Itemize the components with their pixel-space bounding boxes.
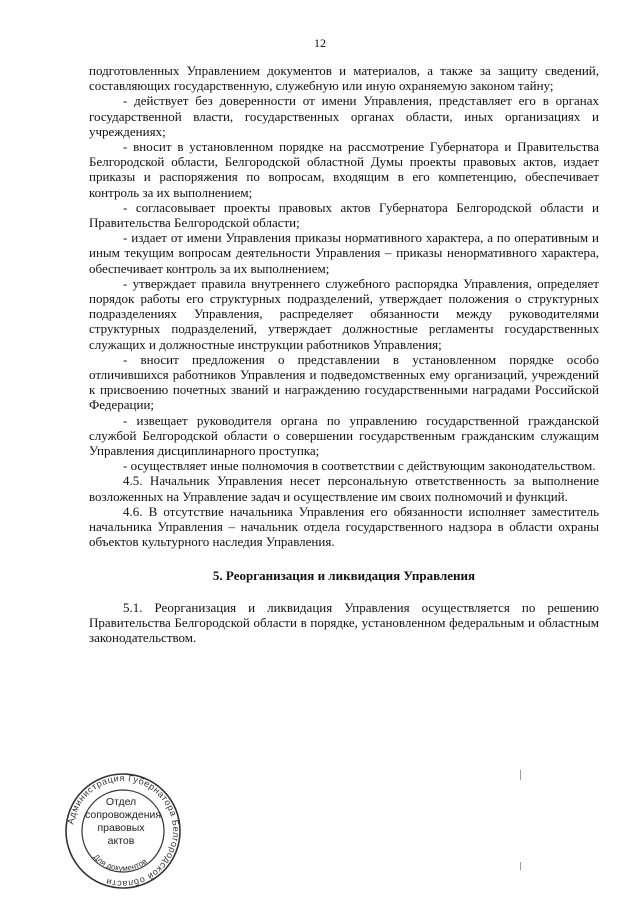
list-item: - согласовывает проекты правовых актов Губернатора Белгородской области и Правительства Белгородской области; — [89, 199, 599, 231]
list-item: - вносит в установленном порядке на рассмотрение Губернатора и Правительства Белгородской области, Белгородской областной Думы проекты правовых актов, издает приказы и распоряжения по вопросам, входящим в его компетенцию, обеспечивает контроль за их выполнением; — [89, 139, 599, 200]
scan-mark — [520, 770, 521, 780]
list-item: - вносит предложения о представлении в установленном порядке особо отличившихся работников Управления и подведомственных ему организаций, учреждений к присвоению почетных званий и награждению государственными наградами Российской Федерации; — [89, 351, 599, 413]
stamp-line: правовых — [97, 822, 145, 834]
section-heading: 5. Реорганизация и ликвидация Управления — [212, 567, 476, 583]
stamp-bottom-text: Для документов — [91, 852, 149, 873]
scan-mark — [520, 862, 521, 870]
stamp-line: Отдел — [105, 796, 137, 808]
list-item: - утверждает правила внутреннего служебного распорядка Управления, определяет порядок работы его структурных подразделений, утверждает положения о структурных подразделениях Управления, распределяет обязанности между руководителями структурных подразделений, утверждает должностные регламенты государственных служащих и должностные инструкции работников Управления; — [89, 275, 599, 352]
list-item: - издает от имени Управления приказы нормативного характера, а по оперативным и иным текущим вопросам деятельности Управления – приказы ненормативного характера, обеспечивает контроль за их выполнением; — [89, 230, 599, 276]
stamp-line: актов — [107, 835, 135, 847]
stamp-line: сопровождения — [85, 809, 162, 821]
stamp-center — [85, 796, 162, 848]
clause-4-5: 4.5. Начальник Управления несет персональную ответственность за выполнение возложенных на Управление задач и осуществление им своих полномочий и функций. — [89, 473, 599, 504]
stamp-ring-text: Администрация Губернатора Белгородской области — [65, 772, 182, 890]
svg-text:Для документов — [91, 852, 148, 873]
clause-4-6: 4.6. В отсутствие начальника Управления его обязанности исполняет заместитель начальника Управления – начальник отдела государственного надзора в области охраны объектов культурного наследия Управления. — [89, 503, 599, 550]
list-item: - действует без доверенности от имени Управления, представляет его в органах государственной власти, государственных органах области, иных организациях и учреждениях; — [89, 93, 599, 139]
list-item: - извещает руководителя органа по управлению государственной гражданской службой Белгородской области о совершении государственным гражданским служащим Управления дисциплинарного проступка; — [89, 412, 599, 459]
document-body — [89, 63, 599, 645]
page-number: 12 — [314, 36, 326, 50]
paragraph: подготовленных Управлением документов и материалов, а также за защиту сведений, составляющих государственную, служебную или иную охраняемую законом тайну; — [89, 63, 599, 94]
list-item: - осуществляет иные полномочия в соответствии с действующим законодательством. — [123, 458, 596, 474]
clause-5-1: 5.1. Реорганизация и ликвидация Управления осуществляется по решению Правительства Белгородской области в порядке, установленном федеральным и областным законодательством. — [89, 599, 599, 646]
